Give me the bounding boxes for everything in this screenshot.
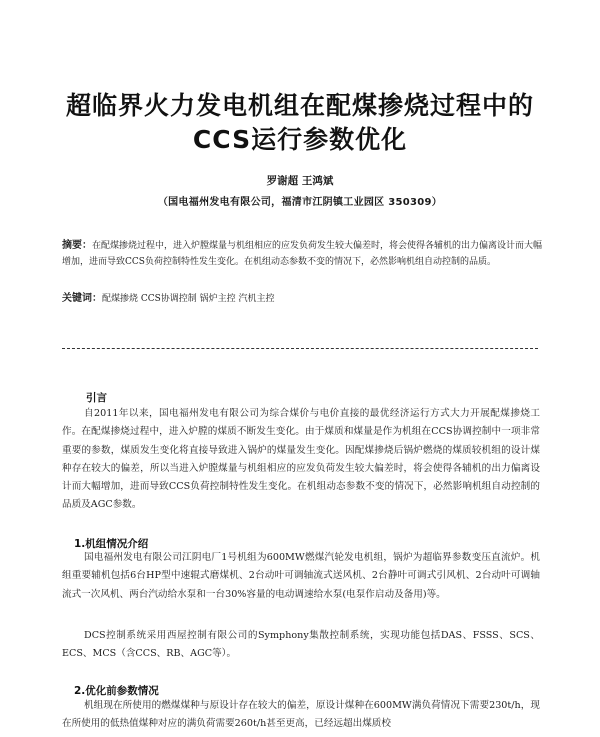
section1-heading: 1.机组情况介绍 <box>74 538 149 550</box>
abstract-text: 在配煤掺烧过程中，进入炉膛煤量与机组相应的应发负荷发生较大偏差时，将会使得各辅机的出力偏离设计而大幅增加，进而导致CCS负荷控制特性发生变化。在机组动态参数不变的情况下，必然影响机组自动控制的品质。 <box>62 241 543 267</box>
abstract-label: 摘要： <box>62 240 92 251</box>
section2-paragraph: 机组现在所使用的燃煤煤种与原设计存在较大的偏差，原设计煤种在600MW满负荷情况下需要230t/h，现在所使用的低热值煤种对应的满负荷需要260t/h甚至更高，已经远超出煤质校 <box>62 700 540 730</box>
paper-title-line2: CCS运行参数优化 <box>192 125 408 154</box>
paper-title-line1: 超临界火力发电机组在配煤掺烧过程中的 <box>65 91 534 120</box>
section1-paragraph-2: DCS控制系统采用西屋控制有限公司的Symphony集散控制系统，实现功能包括DAS、FSSS、SCS、ECS、MCS（含CCS、RB、AGC等）。 <box>62 630 540 660</box>
keywords-text: 配煤掺烧 CCS协调控制 锅炉主控 汽机主控 <box>102 294 275 304</box>
affiliation: （国电福州发电有限公司，福清市江阴镇工业园区 350309） <box>157 197 443 208</box>
section2-heading: 2.优化前参数情况 <box>74 685 159 697</box>
keywords <box>62 291 542 308</box>
intro-paragraph: 自2011年以来，国电福州发电有限公司为综合煤价与电价直接的最优经济运行方式大力开展配煤掺烧工作。在配煤掺烧过程中，进入炉膛的煤质不断发生变化。由于煤质和煤量是作为机组在CCS协调控制中一项非常重要的参数，煤质发生变化将直接导致进入锅炉的煤量发生变化。因配煤掺烧后锅炉燃烧的煤质较机组的设计煤种存在较大的偏差，所以当进入炉膛煤量与机组相应的应发负荷发生较大偏差时，将会使得各辅机的出力偏离设计而大幅增加，进而导致CCS负荷控制特性发生变化。在机组动态参数不变的情况下，必然影响机组自动控制的品质及AGC参数。 <box>62 408 540 511</box>
keywords-label: 关键词： <box>62 293 102 304</box>
authors: 罗谢超 王鸿斌 <box>266 175 334 187</box>
abstract <box>62 238 542 270</box>
section1-paragraph: 国电福州发电有限公司江阴电厂1号机组为600MW燃煤汽轮发电机组，锅炉为超临界参数变压直流炉。机组重要辅机包括6台HP型中速辊式磨煤机、2台动叶可调轴流式送风机、2台静叶可调式引风机、2台动叶可调轴流式一次风机、两台汽动给水泵和一台30%容量的电动调速给水泵(电泵作启动及备用)等。 <box>62 552 540 600</box>
intro-heading: 引言 <box>86 392 107 404</box>
section-divider <box>62 348 538 349</box>
